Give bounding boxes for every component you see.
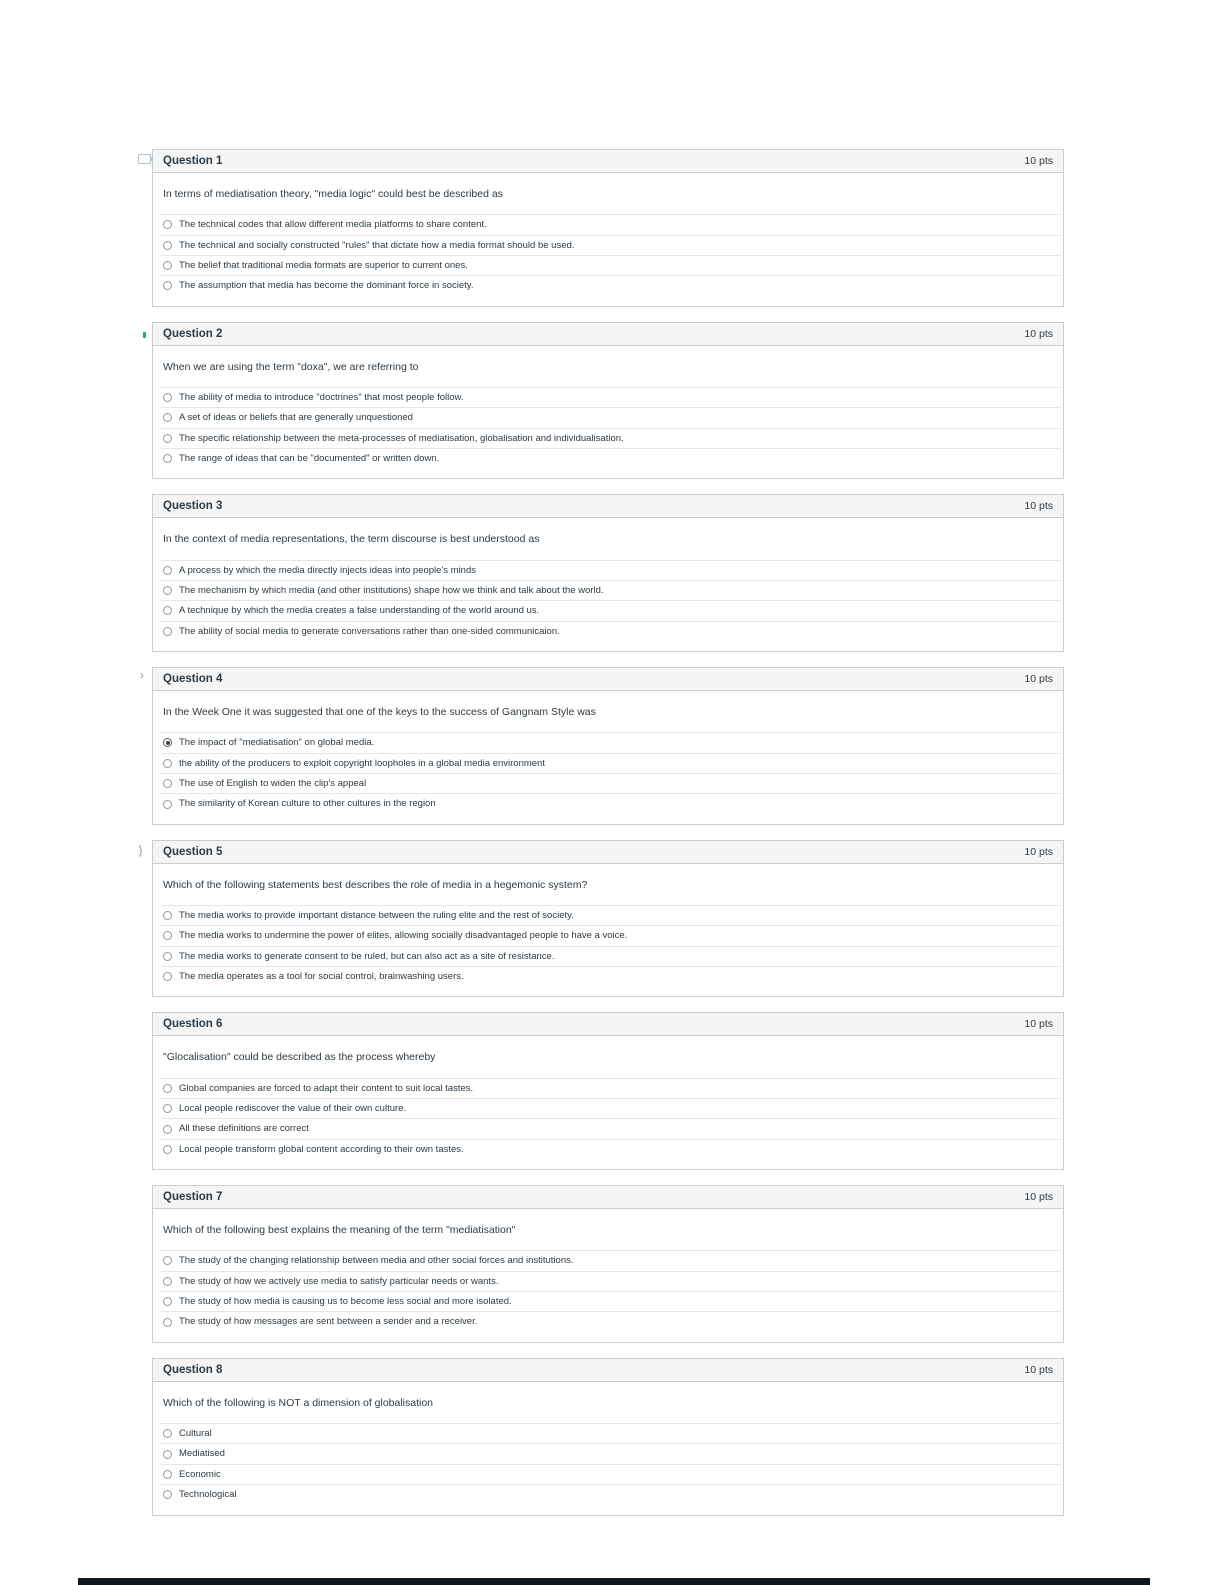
radio-button-icon[interactable] xyxy=(163,1470,172,1479)
question-card xyxy=(152,1012,1064,1170)
question-prompt: In terms of mediatisation theory, "media logic" could best be described as xyxy=(163,188,503,200)
chevron-right-icon: › xyxy=(140,668,144,683)
question-box xyxy=(152,1185,1064,1343)
answer-option[interactable] xyxy=(161,753,1061,773)
answer-option[interactable] xyxy=(161,448,1061,468)
answer-option-label: The ability of social media to generate conversations rather than one-sided communicaion. xyxy=(179,625,560,637)
radio-button-icon[interactable] xyxy=(163,1084,172,1093)
answer-option-label: All these definitions are correct xyxy=(179,1123,309,1135)
answer-option-label: The belief that traditional media formats are superior to current ones. xyxy=(179,259,468,271)
question-title: Question 4 xyxy=(163,673,223,686)
answer-option-label: The similarity of Korean culture to other cultures in the region xyxy=(179,798,436,810)
answer-option-label: A process by which the media directly injects ideas into people's minds xyxy=(179,564,476,576)
question-box xyxy=(152,1358,1064,1516)
answer-option-label: The technical and socially constructed "rules" that dictate how a media format should be used. xyxy=(179,239,575,251)
question-header xyxy=(153,1013,1063,1036)
question-card xyxy=(152,1358,1064,1516)
radio-button-icon[interactable] xyxy=(163,779,172,788)
answer-option[interactable] xyxy=(161,946,1061,966)
answer-option[interactable] xyxy=(161,387,1061,407)
quiz-question-list xyxy=(138,149,1064,1531)
answer-option[interactable] xyxy=(161,560,1061,580)
answer-option[interactable] xyxy=(161,1098,1061,1118)
answer-option-label: The ability of media to introduce "doctrines" that most people follow. xyxy=(179,391,464,403)
question-body xyxy=(153,864,1063,997)
answer-options xyxy=(153,732,1063,814)
answer-option-label: Mediatised xyxy=(179,1448,225,1460)
answer-option-label: The use of English to widen the clip's appeal xyxy=(179,777,367,789)
question-prompt: "Glocalisation" could be described as the process whereby xyxy=(163,1051,436,1064)
answer-option[interactable] xyxy=(161,600,1061,620)
question-prompt: Which of the following best explains the meaning of the term "mediatisation" xyxy=(163,1224,516,1237)
answer-option-label: The media works to generate consent to be ruled, but can also act as a site of resistance. xyxy=(179,950,555,962)
answer-option-label: The media operates as a tool for social control, brainwashing users. xyxy=(179,971,464,983)
question-points: 10 pts xyxy=(1024,845,1053,858)
question-box xyxy=(152,840,1064,998)
answer-option-label: Technological xyxy=(179,1489,237,1501)
question-points: 10 pts xyxy=(1024,327,1053,340)
answer-option[interactable] xyxy=(161,1311,1061,1331)
answer-option-label: the ability of the producers to exploit copyright loopholes in a global media environment xyxy=(179,757,545,769)
question-title: Question 8 xyxy=(163,1363,223,1376)
question-points: 10 pts xyxy=(1024,1363,1053,1376)
question-header xyxy=(153,1359,1063,1382)
question-title: Question 5 xyxy=(163,845,223,858)
question-header xyxy=(153,841,1063,864)
answer-option-label: The technical codes that allow different media platforms to share content. xyxy=(179,219,487,231)
radio-button-icon[interactable] xyxy=(163,1318,172,1327)
question-body xyxy=(153,518,1063,651)
question-body xyxy=(153,691,1063,824)
question-prompt: Which of the following statements best describes the role of media in a hegemonic system? xyxy=(163,878,588,891)
radio-button-icon[interactable] xyxy=(163,281,172,290)
answer-option-label: The study of the changing relationship between media and other social forces and institutions. xyxy=(179,1255,574,1267)
answer-option-label: A set of ideas or beliefs that are generally unquestioned xyxy=(179,412,413,424)
answer-option-label: The specific relationship between the meta-processes of mediatisation, globalisation and individualisation. xyxy=(179,432,624,444)
radio-button-icon[interactable] xyxy=(163,566,172,575)
answer-option[interactable] xyxy=(161,1250,1061,1270)
answer-option[interactable] xyxy=(161,1291,1061,1311)
question-points: 10 pts xyxy=(1024,500,1053,513)
question-box xyxy=(152,1012,1064,1170)
answer-option[interactable] xyxy=(161,428,1061,448)
radio-button-icon[interactable] xyxy=(163,627,172,636)
question-body xyxy=(153,346,1063,479)
radio-button-icon[interactable] xyxy=(163,413,172,422)
answer-option[interactable] xyxy=(161,407,1061,427)
question-body xyxy=(153,1209,1063,1342)
radio-button-icon[interactable] xyxy=(163,738,172,747)
answer-option[interactable] xyxy=(161,1423,1061,1443)
answer-options xyxy=(153,905,1063,987)
answer-option-label: The study of how messages are sent between a sender and a receiver. xyxy=(179,1316,478,1328)
question-card xyxy=(140,667,1064,825)
question-points: 10 pts xyxy=(1024,673,1053,686)
radio-button-icon[interactable] xyxy=(163,1125,172,1134)
answer-option[interactable] xyxy=(161,1078,1061,1098)
answer-option-label: The assumption that media has become the dominant force in society. xyxy=(179,280,474,292)
answer-option[interactable] xyxy=(161,925,1061,945)
radio-button-icon[interactable] xyxy=(163,952,172,961)
answer-option-label: The mechanism by which media (and other institutions) shape how we think and talk about the world. xyxy=(179,584,604,596)
answer-option[interactable] xyxy=(161,214,1061,234)
question-card xyxy=(138,840,1064,998)
answer-option-label: The study of how media is causing us to become less social and more isolated. xyxy=(179,1296,512,1308)
answer-option[interactable] xyxy=(161,905,1061,925)
answer-option-label: The media works to undermine the power of elites, allowing socially disadvantaged people to have a voice. xyxy=(179,930,628,942)
question-header xyxy=(153,150,1063,173)
flag-icon[interactable] xyxy=(138,154,151,164)
radio-button-icon[interactable] xyxy=(163,972,172,981)
radio-button-icon[interactable] xyxy=(163,911,172,920)
answer-option[interactable] xyxy=(161,235,1061,255)
radio-button-icon[interactable] xyxy=(163,1256,172,1265)
radio-button-icon[interactable] xyxy=(163,606,172,615)
answer-options xyxy=(153,560,1063,642)
answer-option-label: The range of ideas that can be "documented" or written down. xyxy=(179,452,440,464)
question-title: Question 6 xyxy=(163,1018,223,1031)
radio-button-icon[interactable] xyxy=(163,434,172,443)
radio-button-icon[interactable] xyxy=(163,759,172,768)
question-points: 10 pts xyxy=(1024,1191,1053,1204)
answer-option[interactable] xyxy=(161,275,1061,295)
question-title: Question 3 xyxy=(163,500,223,513)
question-card xyxy=(152,149,1064,307)
radio-button-icon[interactable] xyxy=(163,931,172,940)
radio-button-icon[interactable] xyxy=(163,586,172,595)
bottom-dark-bar xyxy=(78,1578,1150,1585)
answer-options xyxy=(153,1423,1063,1505)
radio-button-icon[interactable] xyxy=(163,800,172,809)
answer-options xyxy=(153,1078,1063,1160)
answer-options xyxy=(153,1250,1063,1332)
question-prompt: Which of the following is NOT a dimension of globalisation xyxy=(163,1396,434,1409)
radio-button-icon[interactable] xyxy=(163,454,172,463)
answer-options xyxy=(153,387,1063,469)
question-card xyxy=(152,1185,1064,1343)
answer-option[interactable] xyxy=(161,1464,1061,1484)
question-prompt: When we are using the term "doxa", we are referring to xyxy=(163,360,419,373)
answer-option[interactable] xyxy=(161,1139,1061,1159)
answer-option[interactable] xyxy=(161,1271,1061,1291)
question-header xyxy=(153,495,1063,518)
answer-option-label: The media works to provide important distance between the ruling elite and the rest of society. xyxy=(179,909,574,921)
question-body xyxy=(153,1382,1063,1515)
answer-option-label: Economic xyxy=(179,1468,221,1480)
question-header xyxy=(153,668,1063,691)
question-body xyxy=(153,1036,1063,1169)
radio-button-icon[interactable] xyxy=(163,393,172,402)
radio-button-icon[interactable] xyxy=(163,261,172,270)
answer-option-label: Local people transform global content according to their own tastes. xyxy=(179,1143,464,1155)
answer-option[interactable] xyxy=(161,966,1061,986)
question-prompt: In the Week One it was suggested that one of the keys to the success of Gangnam Style was xyxy=(163,706,596,719)
question-card xyxy=(152,494,1064,652)
answer-option[interactable] xyxy=(161,732,1061,752)
question-card xyxy=(152,322,1064,480)
answer-option[interactable] xyxy=(161,1484,1061,1504)
question-box xyxy=(152,667,1064,825)
question-box xyxy=(152,494,1064,652)
radio-button-icon[interactable] xyxy=(163,1277,172,1286)
question-prompt: In the context of media representations, the term discourse is best understood as xyxy=(163,533,540,546)
question-title: Question 7 xyxy=(163,1191,223,1204)
answer-option-label: The impact of "mediatisation" on global media. xyxy=(179,737,375,749)
flag-tick-icon xyxy=(143,332,146,338)
answer-option[interactable] xyxy=(161,621,1061,641)
answer-option-label: Global companies are forced to adapt their content to suit local tastes. xyxy=(179,1082,474,1094)
question-points: 10 pts xyxy=(1024,155,1053,167)
answer-option-label: Cultural xyxy=(179,1427,212,1439)
radio-button-icon[interactable] xyxy=(163,241,172,250)
radio-button-icon[interactable] xyxy=(163,1104,172,1113)
answer-option[interactable] xyxy=(161,580,1061,600)
answer-option-label: A technique by which the media creates a false understanding of the world around us. xyxy=(179,605,540,617)
answer-option[interactable] xyxy=(161,773,1061,793)
question-header xyxy=(153,1186,1063,1209)
radio-button-icon[interactable] xyxy=(163,1490,172,1499)
answer-option[interactable] xyxy=(161,793,1061,813)
answer-option-label: The study of how we actively use media to satisfy particular needs or wants. xyxy=(179,1275,499,1287)
radio-button-icon[interactable] xyxy=(163,1429,172,1438)
answer-option[interactable] xyxy=(161,1443,1061,1463)
question-body xyxy=(153,173,1063,306)
question-header xyxy=(153,323,1063,346)
radio-button-icon[interactable] xyxy=(163,1297,172,1306)
answer-option[interactable] xyxy=(161,255,1061,275)
question-title: Question 1 xyxy=(163,155,223,167)
radio-button-icon[interactable] xyxy=(163,1450,172,1459)
question-points: 10 pts xyxy=(1024,1018,1053,1031)
question-box xyxy=(152,149,1064,307)
answer-option-label: Local people rediscover the value of their own culture. xyxy=(179,1102,407,1114)
question-box xyxy=(152,322,1064,480)
radio-button-icon[interactable] xyxy=(163,220,172,229)
question-title: Question 2 xyxy=(163,327,223,340)
answer-option[interactable] xyxy=(161,1118,1061,1138)
answer-options xyxy=(153,214,1063,296)
chevron-right-icon: ⟩ xyxy=(138,842,144,858)
radio-button-icon[interactable] xyxy=(163,1145,172,1154)
